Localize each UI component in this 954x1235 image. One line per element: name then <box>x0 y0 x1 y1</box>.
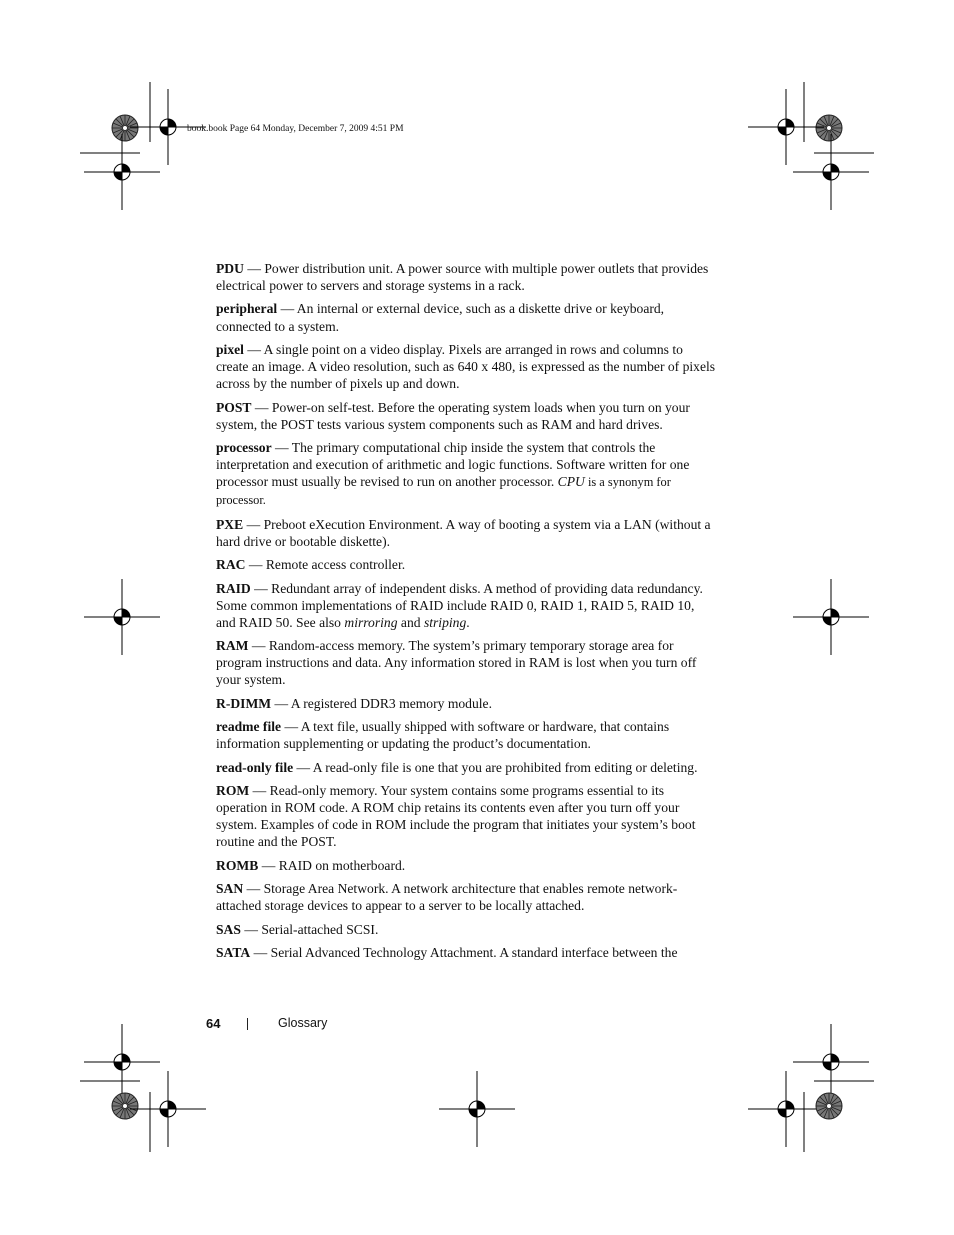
registration-mark <box>84 134 160 210</box>
footer-divider <box>247 1018 248 1030</box>
registration-mark <box>439 1071 515 1147</box>
glossary-entries <box>216 260 716 967</box>
starburst-mark <box>816 1093 842 1119</box>
glossary-entry: RAID — Redundant array of independent disks. A method of providing data redundancy. Some common implementations of RAID include RAID 0, RAID 1, RAID 5, RAID 10, and RAID 50. See also mirroring and striping. <box>216 580 703 630</box>
section-label: Glossary <box>278 1016 328 1030</box>
glossary-entry: read-only file — A read-only file is one that you are prohibited from editing or deleting. <box>216 759 698 775</box>
starburst-mark <box>816 115 842 141</box>
glossary-entry: ROM — Read-only memory. Your system contains some programs essential to its operation in ROM code. A ROM chip retains its contents even after you turn off your system. Examples of code in ROM include the program that initiates your system’s boot routine and the POST. <box>216 783 696 850</box>
registration-mark <box>130 1071 206 1147</box>
glossary-entry: SAN — Storage Area Network. A network architecture that enables remote network-attached storage devices to appear to a server to be locally attached. <box>216 881 678 914</box>
print-slug: book.book Page 64 Monday, December 7, 2009 4:51 PM <box>187 124 404 134</box>
registration-mark <box>793 1024 869 1100</box>
glossary-entry: pixel — A single point on a video display. Pixels are arranged in rows and columns to create an image. A video resolution, such as 640 x 480, is expressed as the number of pixels across by the number of pixels up and down. <box>216 341 716 392</box>
glossary-entry: PDU — Power distribution unit. A power source with multiple power outlets that provides electrical power to servers and storage systems in a rack. <box>216 261 709 294</box>
starburst-mark <box>112 115 138 141</box>
registration-mark <box>748 1071 824 1147</box>
glossary-entry: ROMB — RAID on motherboard. <box>216 857 406 873</box>
glossary-entry: POST — Power-on self-test. Before the operating system loads when you turn on your system, the POST tests various system components such as RAM and hard drives. <box>216 399 690 432</box>
registration-mark <box>793 134 869 210</box>
glossary-entry: R-DIMM — A registered DDR3 memory module. <box>216 695 492 711</box>
page-number: 64 <box>206 1016 221 1031</box>
starburst-mark <box>112 1093 138 1119</box>
glossary-entry: readme file — A text file, usually shipped with software or hardware, that contains information supplementing or updating the product’s documentation. <box>216 719 670 752</box>
glossary-entry: SATA — Serial Advanced Technology Attachment. A standard interface between the <box>216 944 678 960</box>
registration-mark <box>84 1024 160 1100</box>
glossary-entry: RAM — Random-access memory. The system’s primary temporary storage area for program instructions and data. Any information stored in RAM is lost when you turn off your system. <box>216 638 697 688</box>
glossary-entry: processor — The primary computational chip inside the system that controls the interpretation and execution of arithmetic and logic functions. Software written for one processor must usually be revised to run on another processor. CPU is a synonym for processor. <box>216 440 690 508</box>
glossary-entry: RAC — Remote access controller. <box>216 557 406 573</box>
registration-mark <box>84 579 160 655</box>
glossary-entry: PXE — Preboot eXecution Environment. A way of booting a system via a LAN (without a hard drive or bootable diskette). <box>216 516 711 549</box>
registration-mark <box>793 579 869 655</box>
registration-mark <box>748 89 824 165</box>
glossary-entry: SAS — Serial-attached SCSI. <box>216 921 379 937</box>
glossary-entry: peripheral — An internal or external device, such as a diskette drive or keyboard, connected to a system. <box>216 301 665 334</box>
